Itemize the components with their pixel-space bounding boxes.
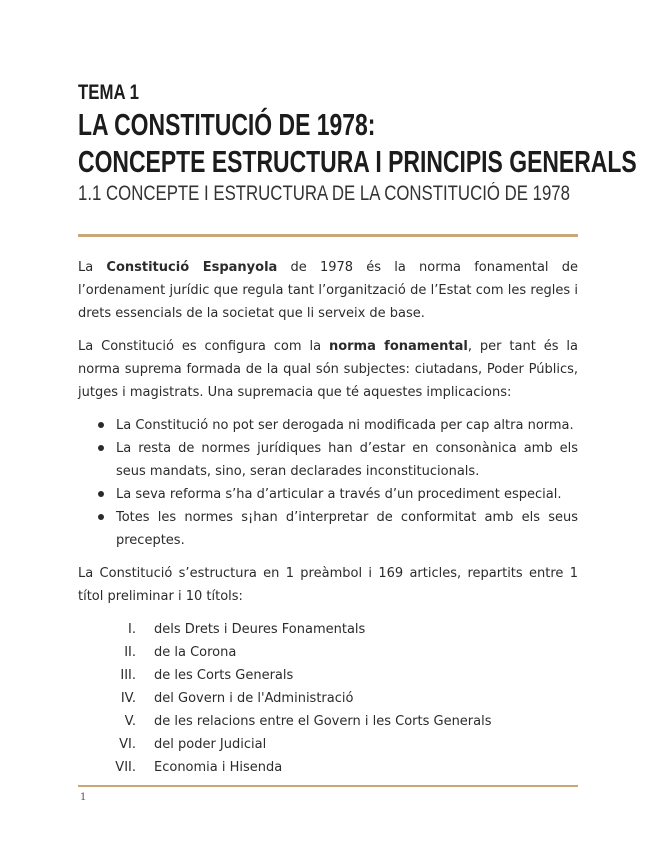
roman-numeral: IV. bbox=[120, 691, 136, 706]
bold-term: norma fonamental bbox=[328, 339, 468, 354]
list-item: II. de la Corona bbox=[78, 641, 578, 664]
header-divider bbox=[78, 234, 578, 237]
titols-list bbox=[78, 618, 578, 779]
roman-numeral: II. bbox=[124, 645, 136, 660]
document-body bbox=[78, 256, 578, 779]
paragraph-structure: La Constitució s’estructura en 1 preàmbol i 169 articles, repartits entre 1 títol preliminar i 10 títols: bbox=[78, 566, 578, 604]
list-item: La Constitució no pot ser derogada ni modificada per cap altra norma. bbox=[78, 414, 578, 437]
bold-term: Constitució Espanyola bbox=[106, 260, 278, 275]
page-number: 1 bbox=[80, 792, 87, 803]
list-item: VII. Economia i Hisenda bbox=[78, 756, 578, 779]
main-title-line-2: CONCEPTE ESTRUCTURA I PRINCIPIS GENERALS bbox=[78, 144, 637, 179]
bullet-icon bbox=[98, 491, 104, 497]
list-item: V. de les relacions entre el Govern i les Corts Generals bbox=[78, 710, 578, 733]
document-page bbox=[78, 0, 637, 848]
list-item: IV. del Govern i de l'Administració bbox=[78, 687, 578, 710]
list-item: Totes les normes s¡han d’interpretar de conformitat amb els seus preceptes. bbox=[78, 506, 578, 552]
roman-numeral: III. bbox=[120, 668, 136, 683]
bullet-icon bbox=[98, 514, 104, 520]
bullet-icon bbox=[98, 445, 104, 451]
roman-numeral: V. bbox=[124, 714, 136, 729]
paragraph-norma: La Constitució es configura com la norma fonamental, per tant és la norma suprema formada de la qual són subjectes: ciutadans, Poder Públics, jutges i magistrats. Una supremacia que té aquestes implicacions: bbox=[78, 339, 578, 400]
bullet-icon bbox=[98, 422, 104, 428]
roman-numeral: VI. bbox=[119, 737, 136, 752]
tema-label: TEMA 1 bbox=[78, 81, 139, 104]
section-subtitle: 1.1 CONCEPTE I ESTRUCTURA DE LA CONSTITUCIÓ DE 1978 bbox=[78, 182, 570, 205]
paragraph-intro: La Constitució Espanyola de 1978 és la norma fonamental de l’ordenament jurídic que regula tant l’organització de l’Estat com les regles i drets essencials de la societat que li serveix de base. bbox=[78, 260, 578, 321]
implications-list bbox=[78, 414, 578, 552]
list-item: La seva reforma s’ha d’articular a través d’un procediment especial. bbox=[78, 483, 578, 506]
footer-divider bbox=[78, 785, 578, 787]
roman-numeral: VII. bbox=[115, 760, 136, 775]
title-block bbox=[78, 80, 637, 207]
main-title-line-1: LA CONSTITUCIÓ DE 1978: bbox=[78, 107, 376, 142]
list-item: VI. del poder Judicial bbox=[78, 733, 578, 756]
list-item: III. de les Corts Generals bbox=[78, 664, 578, 687]
list-item: I. dels Drets i Deures Fonamentals bbox=[78, 618, 578, 641]
roman-numeral: I. bbox=[128, 622, 136, 637]
list-item: La resta de normes jurídiques han d’estar en consonànica amb els seus mandats, sino, seran declarades inconstitucionals. bbox=[78, 437, 578, 483]
